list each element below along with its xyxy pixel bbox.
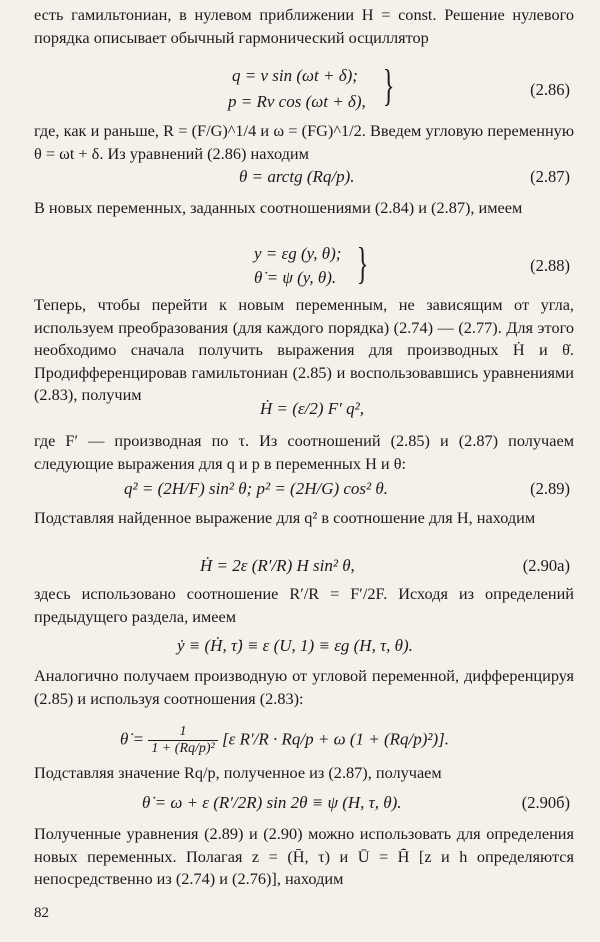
equation-number: (2.88) — [530, 256, 570, 275]
equation-y-dot: ẏ ≡ (Ḣ, τ̇) ≡ ε (U, 1) ≡ εg (H, τ, θ). — [177, 636, 413, 655]
equation-2-87: θ = arctg (Rq/p). — [239, 167, 355, 186]
equation-2-86-q: q = ν sin (ωt + δ); — [232, 66, 358, 85]
right-brace: } — [356, 239, 369, 288]
paragraph-conclusion: Полученные уравнения (2.89) и (2.90) можно использовать для определения новых переменных. Полагая z = (H̄, τ) и Ū = H̄̇ [z и h определяются непосредственно из (2.74) и (2.76)], находим — [34, 824, 574, 888]
fraction — [148, 724, 217, 757]
fraction-numerator: 1 — [148, 724, 217, 741]
equation-2-90b: θ̇ = ω + ε (R′/2R) sin 2θ ≡ ψ (H, τ, θ). — [142, 793, 402, 812]
paragraph-angular: Аналогично получаем производную от угловой переменной, дифференцируя (2.85) и используя соотношения (2.83): — [34, 666, 574, 708]
equation-2-90a: Ḣ = 2ε (R′/R) H sin² θ, — [200, 556, 355, 575]
page-number: 82 — [34, 905, 49, 921]
paragraph-derivative: где F′ — производная по τ. Из соотношений (2.85) и (2.87) получаем следующие выражения для q и p в переменных H и θ: — [34, 431, 574, 473]
paragraph-new-variables: В новых переменных, заданных соотношениями (2.84) и (2.87), имеем — [34, 198, 523, 217]
fraction-denominator: 1 + (Rq/p)² — [151, 741, 215, 756]
theta-dot-rhs: [ε R′/R · Rq/p + ω (1 + (Rq/p)²)]. — [222, 729, 450, 749]
equation-number: (2.87) — [530, 167, 570, 186]
paragraph-rq-p: Подставляя значение Rq/p, полученное из (2.87), получаем — [34, 763, 442, 782]
equation-number: (2.90a) — [522, 556, 570, 575]
paragraph-after-2-86: где, как и раньше, R = (F/G)^1/4 и ω = (FG)^1/2. Введем угловую переменную θ = ωt + δ. Из уравнений (2.86) находим — [34, 121, 574, 163]
equation-2-86-p: p = Rν cos (ωt + δ), — [228, 92, 366, 111]
paragraph-intro: есть гамильтониан, в нулевом приближении H = const. Решение нулевого порядка описывает обычный гармонический осциллятор — [34, 5, 574, 47]
theta-dot-lhs: θ̇ = — [120, 729, 145, 749]
equation-number: (2.89) — [530, 479, 570, 498]
paragraph-substituting: Подставляя найденное выражение для q² в соотношение для H, находим — [34, 508, 536, 527]
equation-number: (2.90б) — [521, 793, 570, 812]
equation-h-dot: Ḣ = (ε/2) F′ q², — [260, 399, 364, 418]
equation-number: (2.86) — [530, 80, 570, 99]
equation-2-89: q² = (2H/F) sin² θ; p² = (2H/G) cos² θ. — [124, 479, 388, 498]
equation-2-88-y: y = εg (y, θ); — [254, 244, 342, 263]
equation-theta-dot — [120, 724, 449, 757]
right-brace: } — [382, 61, 395, 110]
paragraph-transformations: Теперь, чтобы перейти к новым переменным, не зависящим от угла, используем преобразования (для каждого порядка) (2.74) — (2.77). Для этого необходимо сначала получить выражения для производных Ḣ и θ̇. Продифференцировав гамильтониан (2.85) и воспользовавшись уравнениями (2.83), получим — [34, 295, 574, 404]
equation-2-88-theta: θ̇ = ψ (y, θ). — [254, 268, 337, 287]
paragraph-relation: здесь использовано соотношение R′/R = F′/2F. Исходя из определений предыдущего раздела, имеем — [34, 584, 574, 626]
